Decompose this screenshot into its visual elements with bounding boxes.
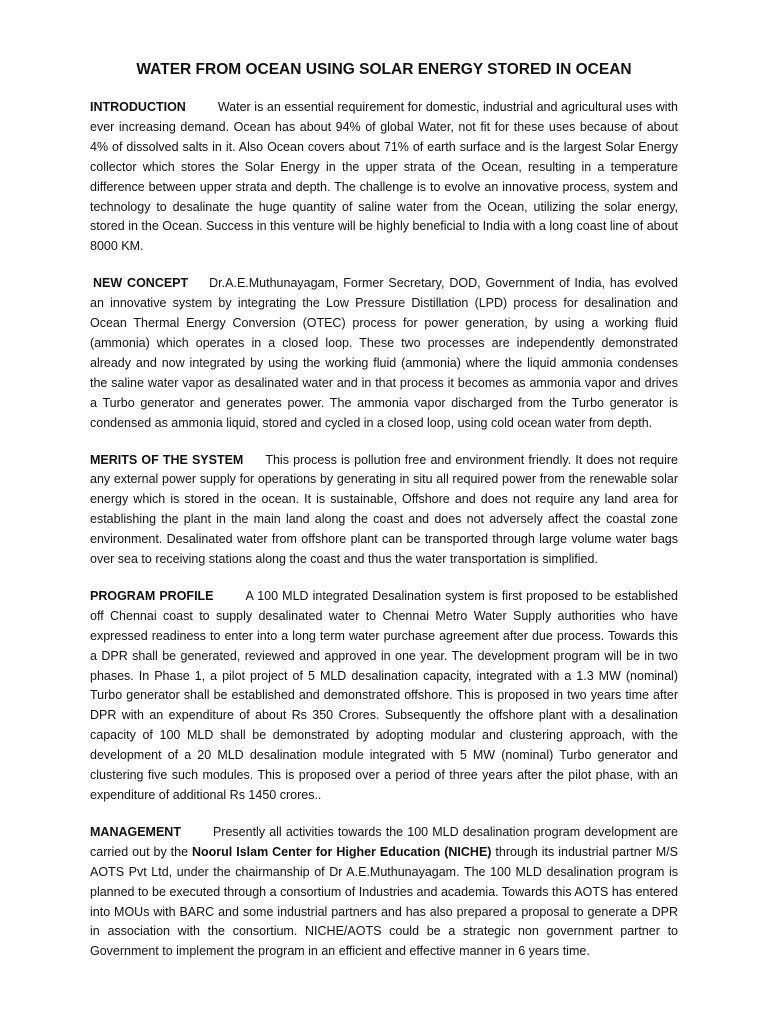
document-title: WATER FROM OCEAN USING SOLAR ENERGY STORED IN OCEAN: [136, 61, 632, 78]
section-body-part: through its industrial partner M/S AOTS Pvt Ltd, under the chairmanship of Dr A.E.Muthunayagam. The 100 MLD desalination program is planned to be executed through a consortium of Industries and academia. Towards this AOTS has entered into MOUs with BARC and some industrial partners and has also prepared a proposal to generate a DPR in association with the consortium. NICHE/AOTS could be a strategic non government partner to Government to implement the program in an efficient and effective manner in 6 years time.: [90, 844, 678, 959]
section-body: A 100 MLD integrated Desalination system is first proposed to be established off Chennai coast to supply desalinated water to Chennai Metro Water Supply authorities who have expressed readiness to enter into a long term water purchase agreement after due process. Towards this a DPR shall be generated, reviewed and approved in one year. The development program will be in two phases. In Phase 1, a pilot project of 5 MLD desalination capacity, integrated with a 1.3 MW (nominal) Turbo generator shall be established and demonstrated offshore. This is proposed in two years time after DPR with an expenditure of about Rs 350 Crores. Subsequently the offshore plant with a desalination capacity of 100 MLD shall be demonstrated by adopting modular and clustering approach, with the development of a 20 MLD desalination module integrated with 5 MW (nominal) Turbo generator and clustering five such modules. This is proposed over a period of three years after the pilot phase, with an expenditure of additional Rs 1450 crores..: [90, 588, 678, 802]
section-heading: INTRODUCTION: [90, 100, 186, 114]
section-heading: MERITS OF THE SYSTEM: [90, 452, 244, 467]
organization-name: Noorul Islam Center for Higher Education (NICHE): [192, 844, 492, 859]
section-heading: NEW CONCEPT: [93, 276, 189, 291]
section-body-part: Presently all activities towards the 100 MLD desalination program development are carried out by the: [90, 824, 678, 859]
section-body: Dr.A.E.Muthunayagam, Former Secretary, DOD, Government of India, has evolved an innovative system by integrating the Low Pressure Distillation (LPD) process for desalination and Ocean Thermal Energy Conversion (OTEC) process for power generation, by using a working fluid (ammonia) which operates in a closed loop. These two processes are independently demonstrated already and now integrated by using the working fluid (ammonia) where the liquid ammonia condenses the saline water vapor as desalinated water and in that process it becomes as ammonia vapor and drives a Turbo generator and generates power. The ammonia vapor discharged from the Turbo generator is condensed as ammonia liquid, stored and cycled in a closed loop, using cold ocean water from depth.: [90, 276, 678, 430]
section-new-concept: [90, 274, 678, 433]
section-heading: PROGRAM PROFILE: [90, 588, 214, 603]
section-body: This process is pollution free and environment friendly. It does not require any external power supply for operations by generating in situ all required power from the renewable solar energy which is stored in the ocean. It is sustainable, Offshore and does not require any land area for establishing the plant in the main land along the coast and does not adversely affect the coastal zone environment. Desalinated water from offshore plant can be transported through large volume water bags over sea to receiving stations along the coast and thus the water transportation is simplified.: [90, 452, 678, 567]
section-body: Water is an essential requirement for domestic, industrial and agricultural uses with ever increasing demand. Ocean has about 94% of global Water, not fit for these uses because of about 4% of dissolved salts in it. Also Ocean covers about 71% of earth surface and is the largest Solar Energy collector which stores the Solar Energy in the upper strata of the Ocean, resulting in a temperature difference between upper strata and depth. The challenge is to evolve an innovative process, system and technology to desalinate the huge quantity of saline water from the Ocean, utilizing the solar energy, stored in the Ocean. Success in this venture will be highly beneficial to India with a long coast line of about 8000 KM.: [90, 100, 678, 254]
section-introduction: [90, 98, 678, 257]
section-merits-of-the-system: [90, 451, 678, 570]
section-management: [90, 823, 678, 962]
section-program-profile: [90, 587, 678, 806]
section-heading: MANAGEMENT: [90, 824, 181, 839]
